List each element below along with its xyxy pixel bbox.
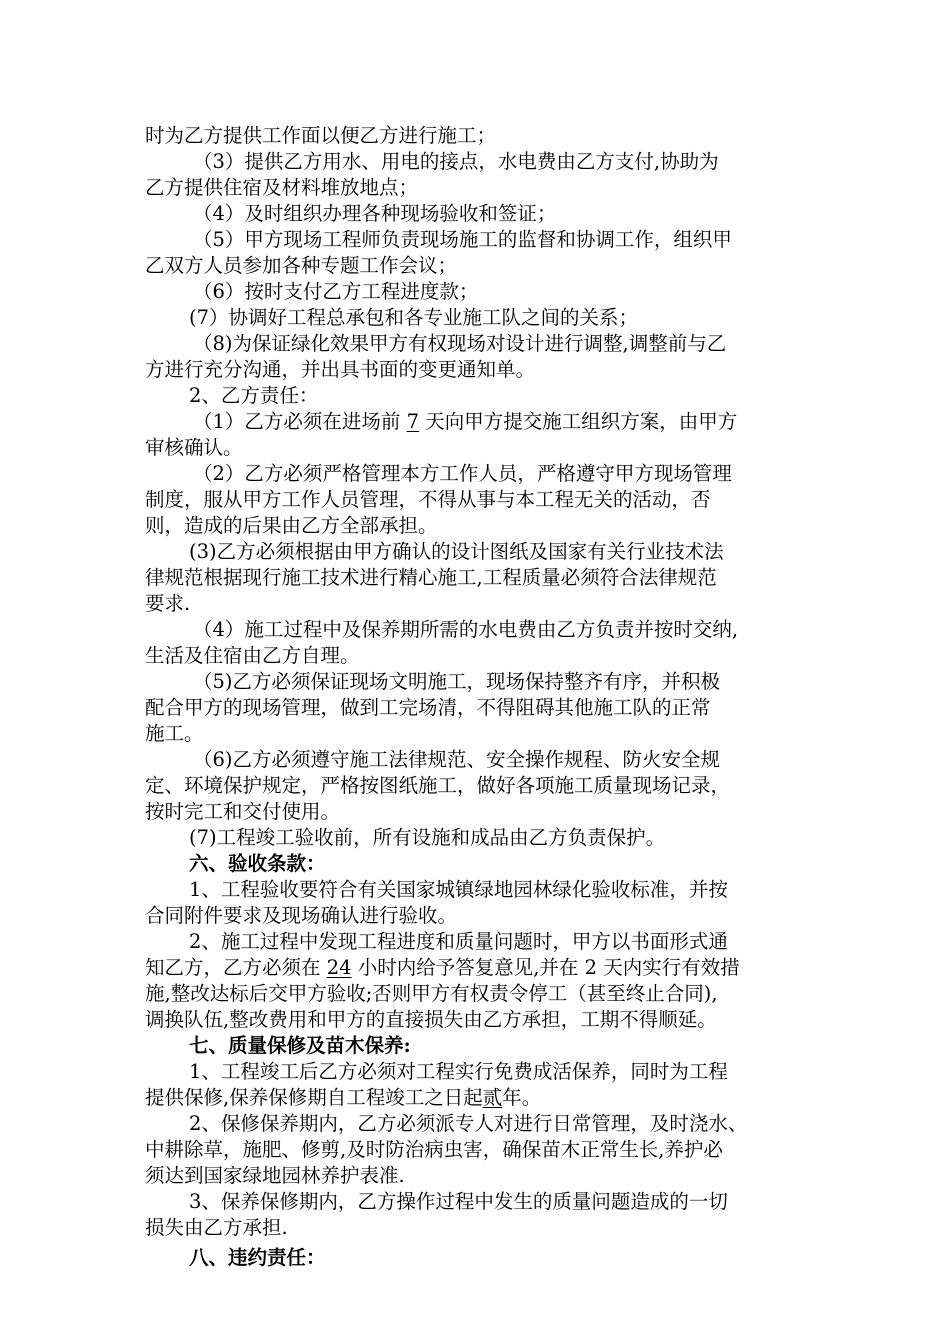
text-line: 定、环境保护规定，严格按图纸施工，做好各项施工质量现场记录， [145,774,731,797]
text-line: 2、保修保养期内，乙方必须派专人对进行日常管理，及时浇水、 [189,1112,748,1135]
text-segment: 天向甲方提交施工组织方案，由甲方 [419,410,738,433]
text-line: （4）及时组织办理各种现场验收和签证； [193,202,557,225]
text-line: 配合甲方的现场管理，做到工完场清，不得阻碍其他施工队的正常 [145,696,711,719]
text-line: (3)乙方必须根据由甲方确认的设计图纸及国家有关行业技术法 [189,540,724,563]
text-line: 方进行充分沟通，并出具书面的变更通知单。 [145,358,536,381]
text-line: 施,整改达标后交甲方验收;否则甲方有权责令停工（甚至终止合同), [145,982,718,1005]
underlined-value: 7 [406,410,420,433]
text-line: 损失由乙方承担. [145,1216,288,1239]
text-line: 中耕除草，施肥、修剪,及时防治病虫害，确保苗木正常生长,养护必 [145,1138,723,1161]
text-line: （3）提供乙方用水、用电的接点，水电费由乙方支付,协助为 [193,150,719,173]
underlined-value: 贰 [482,1086,503,1109]
text-line: 1、工程竣工后乙方必须对工程实行免费成活保养，同时为工程 [189,1060,728,1083]
text-line: 生活及住宿由乙方自理。 [145,644,360,667]
text-line [145,1085,541,1111]
text-line: 3、保养保修期内，乙方操作过程中发生的质量问题造成的一切 [189,1190,728,1213]
section-heading: 八、违约责任： [189,1246,326,1269]
text-line: 审核确认。 [145,436,243,459]
text-line: 律规范根据现行施工技术进行精心施工,工程质量必须符合法律规范 [145,566,717,589]
text-line: 则，造成的后果由乙方全部承担。 [145,514,438,537]
text-line: （5)乙方必须保证现场文明施工，现场保持整齐有序，并积极 [193,670,721,693]
text-line: （4）施工过程中及保养期所需的水电费由乙方负责并按时交纳, [193,618,739,641]
text-line [145,955,740,981]
text-line: 乙方提供住宿及材料堆放地点； [145,176,419,199]
text-line [193,409,737,435]
text-line: （6）按时支付乙方工程进度款； [193,280,479,303]
text-line: 2、施工过程中发现工程进度和质量问题时，甲方以书面形式通 [189,930,728,953]
text-line: 调换队伍,整改费用和甲方的直接损失由乙方承担，工期不得顺延。 [145,1008,717,1031]
section-heading: 七、质量保修及苗木保养: [189,1034,411,1057]
text-line: （8)为保证绿化效果甲方有权现场对设计进行调整,调整前与乙 [193,332,727,355]
text-line: 合同附件要求及现场确认进行验收。 [145,904,458,927]
text-line: （6)乙方必须遵守施工法律规范、安全操作规程、防火安全规 [193,748,721,771]
text-line: 施工。 [145,722,204,745]
text-segment: （1）乙方必须在进场前 [193,410,407,433]
text-line: （5）甲方现场工程师负责现场施工的监督和协调工作，组织甲 [193,228,732,251]
text-line: (7）协调好工程总承包和各专业施工队之间的关系； [189,306,639,329]
text-line: 1、工程验收要符合有关国家城镇绿地园林绿化验收标准，并按 [189,878,728,901]
section-heading: 2、乙方责任： [189,384,319,407]
text-segment: 小时内给予答复意见,并在 2 天内实行有效措 [351,956,740,979]
text-line: 要求. [145,592,191,615]
section-heading: 六、验收条款： [189,852,326,875]
text-line: (7)工程竣工验收前，所有设施和成品由乙方负责保护。 [189,826,666,849]
text-line: （2）乙方必须严格管理本方工作人员，严格遵守甲方现场管理 [193,462,732,485]
text-line: 须达到国家绿地园林养护表准. [145,1164,405,1187]
underlined-value: 24 [326,956,352,979]
text-line: 时为乙方提供工作面以便乙方进行施工； [145,124,497,147]
text-line: 按时完工和交付使用。 [145,800,341,823]
text-segment: 年。 [502,1086,542,1109]
text-segment: 提供保修,保养保修期自工程竣工之日起 [145,1086,483,1109]
text-line: 制度，服从甲方工作人员管理，不得从事与本工程无关的活动，否 [145,488,711,511]
text-line: 乙双方人员参加各种专题工作会议； [145,254,458,277]
text-segment: 知乙方，乙方必须在 [145,956,327,979]
